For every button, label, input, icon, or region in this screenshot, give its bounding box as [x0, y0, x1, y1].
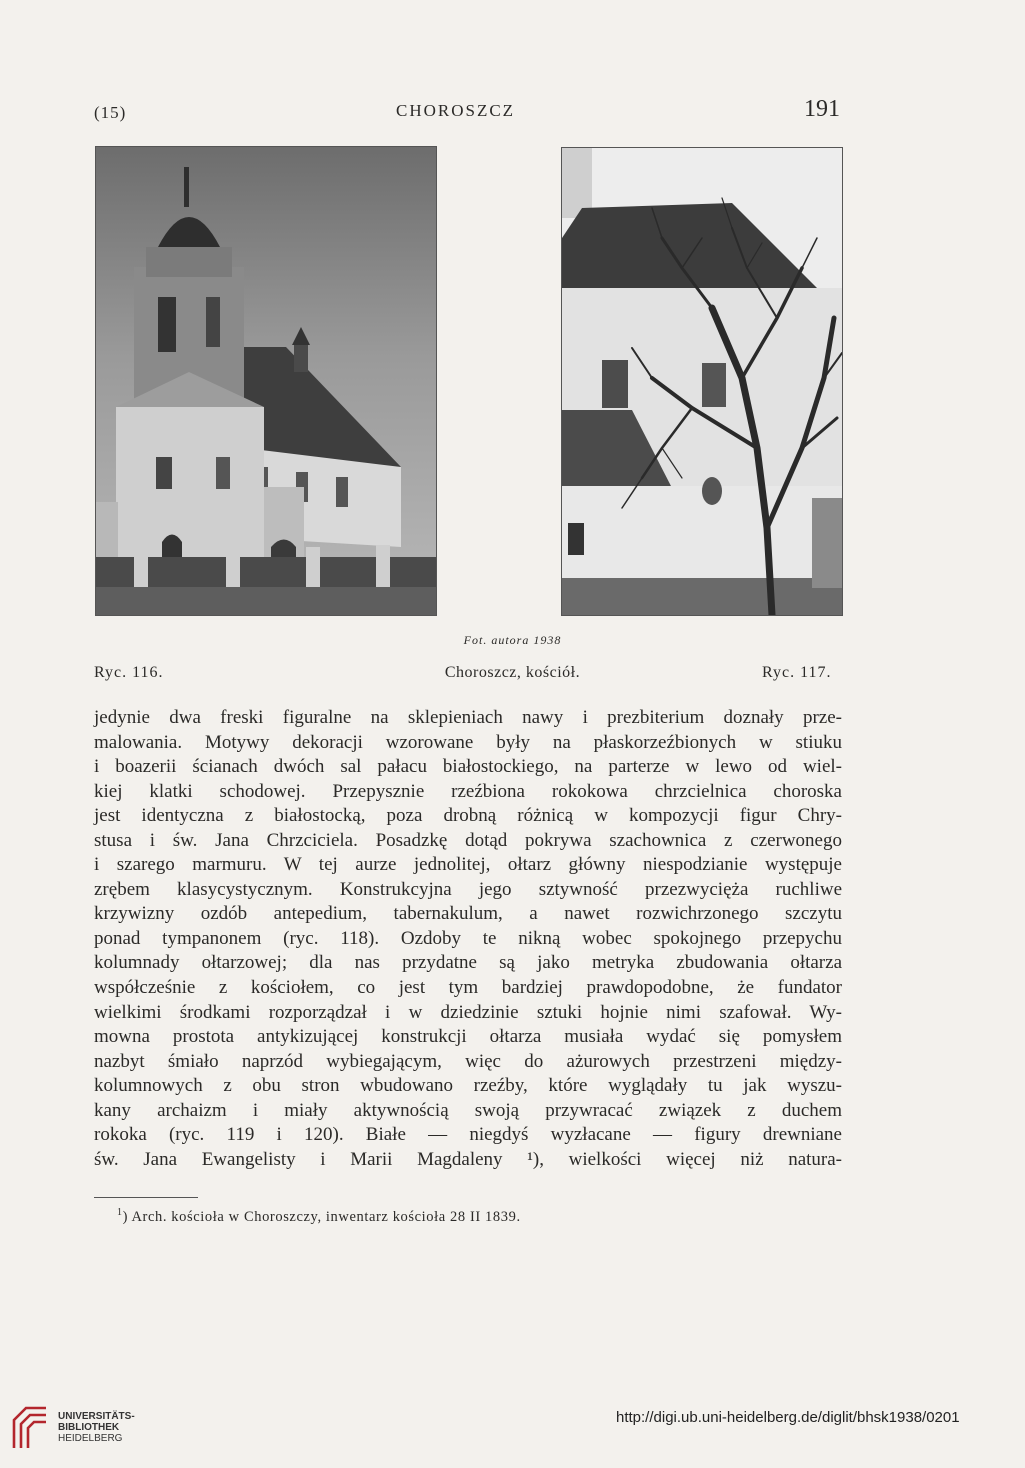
- figure-caption-left: Ryc. 116.: [94, 664, 164, 681]
- page-number: 191: [804, 96, 840, 122]
- text-line: rokoka (ryc. 119 i 120). Białe — niegdyś wyzłacane — figury drewniane: [94, 1124, 842, 1146]
- library-city: HEIDELBERG: [58, 1433, 123, 1444]
- text-line: kolumnady ołtarzowej; dla nas przydatne są jako metryka zbudowania ołtarza: [94, 952, 842, 974]
- library-name: [58, 1411, 135, 1433]
- running-section-number: (15): [94, 103, 127, 122]
- footnote-text: ) Arch. kościoła w Choroszczy, inwentarz kościoła 28 II 1839.: [122, 1208, 521, 1225]
- text-line: nazbyt śmiało naprzód wybiegającym, więc do ażurowych przestrzeni między-: [94, 1050, 842, 1072]
- footnote-marker: 1: [117, 1207, 123, 1218]
- text-line: jest identyczna z białostocką, poza drobną różnicą w kompozycji figur Chry-: [94, 805, 842, 827]
- text-line: współcześnie z kościołem, co jest tym bardziej prawdopodobne, że fundator: [94, 977, 842, 999]
- running-title: CHOROSZCZ: [396, 101, 516, 120]
- body-paragraph: [94, 706, 842, 1172]
- photo-credit: Fot. autora 1938: [463, 633, 562, 647]
- text-line: kiej klatki schodowej. Przepysznie rzeźbiona rokokowa chrzcielnica choroska: [94, 780, 842, 802]
- figure-116-photo: [95, 146, 437, 616]
- library-logo-icon: [10, 1404, 50, 1450]
- text-line: stusa i św. Jana Chrzciciela. Posadzkę dotąd pokrywa szachownica z czerwonego: [94, 829, 842, 851]
- text-line: ponad tympanonem (ryc. 118). Ozdoby te nikną wobec spokojnego przepychu: [94, 927, 842, 949]
- text-line: malowania. Motywy dekoracji wzorowane były na płaskorzeźbionych w stiuku: [94, 731, 842, 753]
- text-line: kany archaizm i miały aktywnością swoją przywracać związek z duchem: [94, 1099, 842, 1121]
- library-name-line-2: BIBLIOTHEK: [58, 1422, 120, 1433]
- text-line: mowna prostota antykizującej konstrukcji ołtarza musiała wydać się pomysłem: [94, 1026, 842, 1048]
- figure-caption-right: Ryc. 117.: [762, 664, 832, 681]
- text-line: krzywizny ozdób antepedium, tabernakulum, a nawet rozwichrzonego szczytu: [94, 903, 842, 925]
- text-line: św. Jana Ewangelisty i Marii Magdaleny ¹), wielkości więcej niż natura-: [94, 1148, 842, 1170]
- text-line: jedynie dwa freski figuralne na sklepieniach nawy i prezbiterium doznały prze-: [94, 707, 842, 728]
- source-url-link[interactable]: http://digi.ub.uni-heidelberg.de/diglit/bhsk1938/0201: [616, 1409, 960, 1426]
- footnote: [117, 1207, 521, 1226]
- text-line: wielkimi środkami rozporządzał i w dziedzinie sztuki hojnie nimi szafował. Wy-: [94, 1001, 842, 1023]
- library-name-line-1: UNIVERSITÄTS-: [58, 1411, 135, 1422]
- figure-caption-center: Choroszcz, kościół.: [444, 664, 581, 681]
- figure-117-photo: [561, 147, 843, 616]
- text-line: kolumnowych z obu stron wbudowano rzeźby, które wyglądały tu jak wyszu-: [94, 1075, 842, 1097]
- footnote-rule: [94, 1197, 198, 1198]
- text-line: i szarego marmuru. W tej aurze jednolitej, ołtarz główny niespodzianie występuje: [94, 854, 842, 876]
- text-line: i boazerii ścianach dwóch sal pałacu białostockiego, na parterze w lewo od wiel-: [94, 756, 842, 778]
- text-line: zrębem klasycystycznym. Konstrukcyjna jego sztywność przezwycięża ruchliwe: [94, 878, 842, 900]
